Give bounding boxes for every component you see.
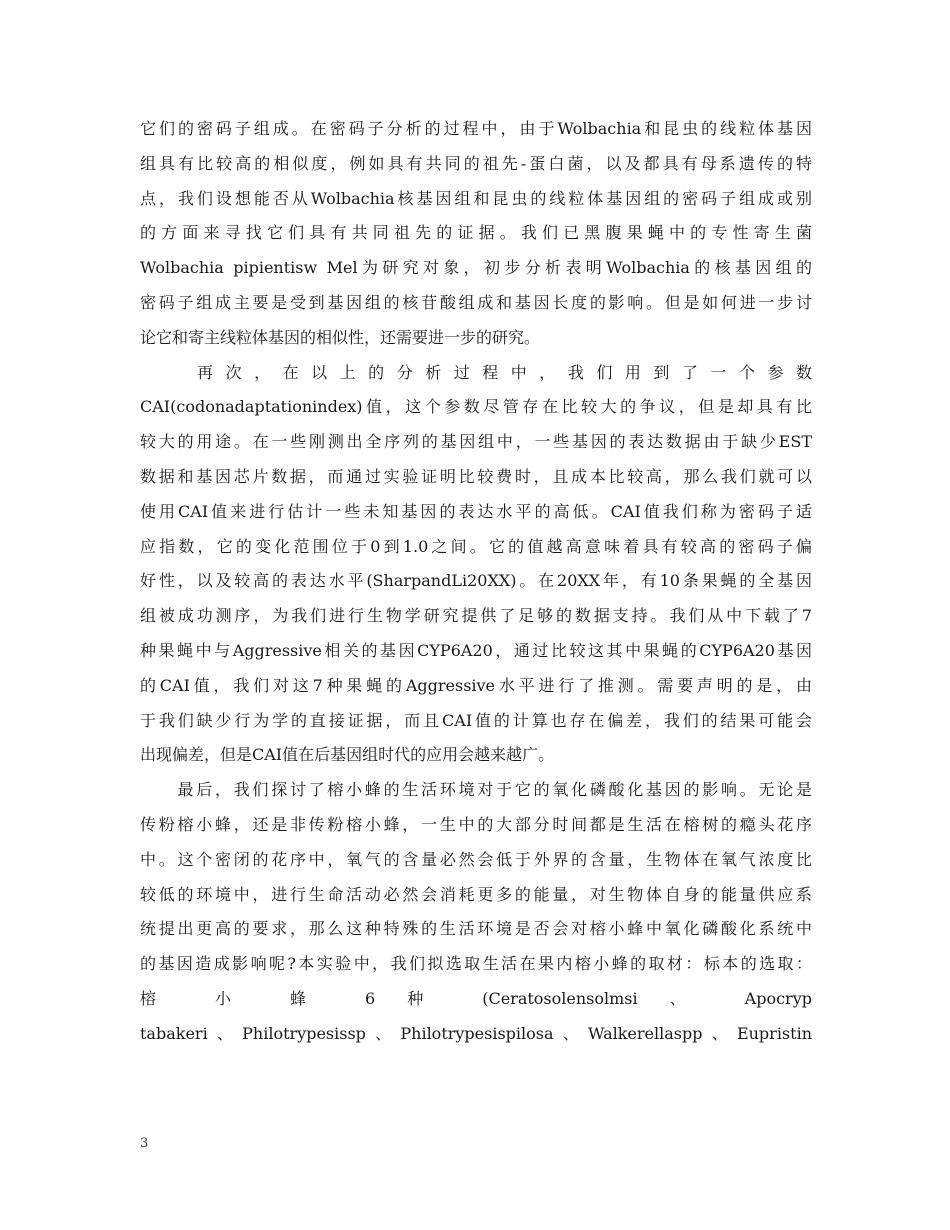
text-line: 点，我们设想能否从Wolbachia核基因组和昆虫的线粒体基因组的密码子组成或别 [140,188,812,208]
text-line: 的基因造成影响呢?本实验中，我们拟选取生活在果内榕小蜂的取材：标本的选取： [140,954,812,974]
text-line: 于我们缺少行为学的直接证据，而且CAI值的计算也存在偏差，我们的结果可能会 [140,710,812,730]
text-line: CAI(codonadaptationindex)值，这个参数尽管存在比较大的争议，但是却具有比 [140,397,812,417]
text-line: 使用CAI值来进行估计一些未知基因的表达水平的高低。CAI值我们称为密码子适 [140,501,812,521]
text-line: 数据和基因芯片数据，而通过实验证明比较费时，且成本比较高，那么我们就可以 [140,466,812,486]
text-line: 较低的环境中，进行生命活动必然会消耗更多的能量，对生物体自身的能量供应系 [140,884,812,904]
text-line: 它们的密码子组成。在密码子分析的过程中，由于Wolbachia和昆虫的线粒体基因 [140,119,812,138]
text-line: 应指数，它的变化范围位于0到1.0之间。它的值越高意味着具有较高的密码子偏 [140,536,812,556]
text-line: 的CAI值，我们对这7种果蝇的Aggressive水平进行了推测。需要声明的是，由 [140,675,812,695]
text-line: 论它和寄主线粒体基因的相似性，还需要进一步的研究。 [140,327,541,347]
text-line: 密码子组成主要是受到基因组的核苷酸组成和基因长度的影响。但是如何进一步讨 [140,292,812,312]
text-line: 好性，以及较高的表达水平(SharpandLi20XX)。在20XX年，有10条果蝇的全基因 [140,571,812,591]
text-line: 再次，在以上的分析过程中，我们用到了一个参数 [140,362,812,382]
text-line: 中。这个密闭的花序中，氧气的含量必然会低于外界的含量，生物体在氧气浓度比 [140,849,812,869]
text-line: 较大的用途。在一些刚测出全序列的基因组中，一些基因的表达数据由于缺少EST [140,432,812,452]
text-line: 组被成功测序，为我们进行生物学研究提供了足够的数据支持。我们从中下载了7 [140,606,812,626]
text-line: 组具有比较高的相似度，例如具有共同的祖先-蛋白菌，以及都具有母系遗传的特 [140,153,812,173]
text-line: 传粉榕小蜂，还是非传粉榕小蜂，一生中的大部分时间都是生活在榕树的瘾头花序 [140,814,812,834]
body-text [140,112,812,1052]
text-line: 统提出更高的要求，那么这种特殊的生活环境是否会对榕小蜂中氧化磷酸化系统中 [140,919,812,939]
text-line: tabakeri、Philotrypesissp、Philotrypesispilosa、Walkerellaspp、Eupristin [140,1023,812,1043]
text-line: 榕 小 蜂 6 种 (Ceratosolensolmsi 、 Apocryp [140,988,812,1008]
text-line: 出现偏差，但是CAI值在后基因组时代的应用会越来越广。 [140,745,555,765]
text-line: 种果蝇中与Aggressive相关的基因CYP6A20，通过比较这其中果蝇的CYP6A20基因 [140,640,812,660]
text-line: 的方面来寻找它们具有共同祖先的证据。我们已黑腹果蝇中的专性寄生菌 [140,223,812,243]
text-line: 最后，我们探讨了榕小蜂的生活环境对于它的氧化磷酸化基因的影响。无论是 [140,780,812,800]
page-number: 3 [140,1136,149,1151]
text-line: Wolbachia pipientisw Mel为研究对象，初步分析表明Wolbachia的核基因组的 [140,258,812,278]
